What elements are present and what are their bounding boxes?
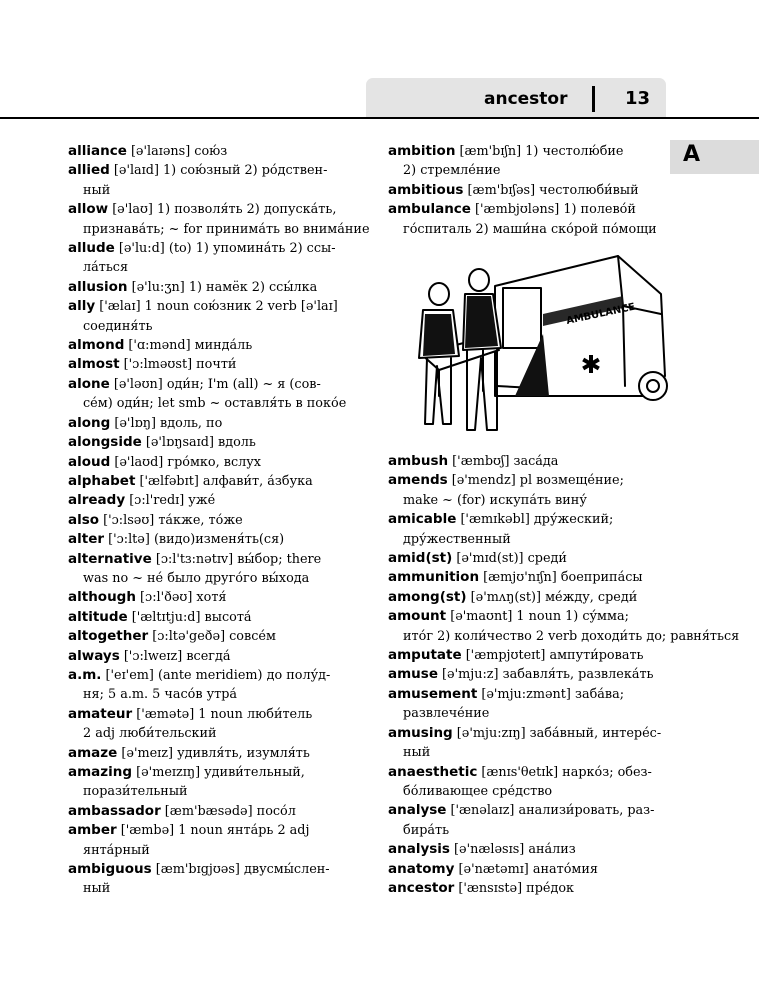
entry-definition: ['ænsɪstə] пре́док bbox=[454, 880, 575, 896]
entry-headword: amusing bbox=[388, 724, 453, 741]
dictionary-entry bbox=[68, 530, 353, 549]
entry-definition: ['ɔ:lsəʊ] та́кже, то́же bbox=[99, 512, 243, 528]
dictionary-entry bbox=[68, 297, 353, 336]
dictionary-entry bbox=[388, 646, 678, 665]
dictionary-entry bbox=[68, 433, 353, 452]
letter-thumb-tab bbox=[670, 140, 759, 174]
entry-headword: amount bbox=[388, 608, 447, 625]
entry-definition: [æm'bæsədə] посо́л bbox=[160, 803, 296, 819]
entry-headword: alliance bbox=[68, 143, 127, 159]
entry-headword: ambiguous bbox=[68, 861, 152, 878]
entry-definition: ['æltɪtju:d] высота́ bbox=[127, 609, 252, 625]
entry-headword: ambition bbox=[388, 143, 456, 159]
entry-definition: [ə'laɪd] 1) сою́зный 2) ро́дствен- bbox=[109, 163, 328, 179]
dictionary-entry bbox=[388, 763, 678, 802]
entry-headword: ammunition bbox=[388, 569, 480, 586]
entry-headword: anaesthetic bbox=[388, 763, 478, 780]
entry-definition-continued: ла́ться bbox=[83, 260, 129, 276]
entry-definition: ['ɑ:mənd] минда́ль bbox=[124, 338, 253, 354]
entry-headword: allusion bbox=[68, 278, 128, 295]
entry-definition: ['eɪ'em] (ante meridiem) до полу́д- bbox=[101, 667, 331, 683]
dictionary-entry bbox=[388, 724, 678, 763]
dictionary-entry bbox=[388, 588, 678, 607]
entry-headword: ally bbox=[68, 298, 96, 315]
entry-definition-continued: признава́ть; ~ for принима́ть во внима́ние bbox=[83, 221, 370, 237]
entry-definition: [ɔ:l'redɪ] уже́ bbox=[125, 493, 216, 509]
entry-definition: [ə'laʊd] гро́мко, вслух bbox=[110, 454, 261, 470]
dictionary-entry bbox=[68, 375, 353, 414]
dictionary-entry bbox=[68, 161, 353, 200]
entry-headword: amid(st) bbox=[388, 550, 453, 567]
right-column-bottom bbox=[388, 452, 740, 898]
entry-definition-continued: was no ~ не́ было друго́го вы́хода bbox=[83, 570, 310, 586]
entry-headword: amusement bbox=[388, 685, 478, 702]
entry-definition-continued: ня; 5 a.m. 5 часо́в утра́ bbox=[83, 687, 238, 703]
dictionary-entry bbox=[68, 453, 353, 472]
entry-definition-continued: го́спиталь 2) маши́на ско́рой по́мощи bbox=[403, 221, 657, 237]
dictionary-entry bbox=[68, 744, 353, 763]
entry-definition: [æm'bɪʃəs] честолюби́вый bbox=[463, 182, 639, 198]
dictionary-entry bbox=[68, 860, 353, 899]
entry-definition: [ə'lu:ʒn] 1) намёк 2) ссы́лка bbox=[127, 279, 318, 295]
entry-definition: [ə'mɪd(st)] среди́ bbox=[452, 551, 567, 567]
entry-definition: ['æmbə] 1 noun янта́рь 2 adj bbox=[116, 823, 310, 839]
entry-headword: altitude bbox=[68, 608, 128, 625]
dictionary-entry bbox=[388, 471, 678, 510]
dictionary-entry bbox=[388, 685, 678, 724]
header-rule bbox=[0, 117, 759, 119]
header-divider bbox=[592, 86, 595, 112]
dictionary-entry bbox=[68, 336, 353, 355]
dictionary-entry bbox=[68, 414, 353, 433]
entry-headword: alternative bbox=[68, 550, 152, 567]
entry-headword: allude bbox=[68, 240, 115, 257]
entry-headword: amends bbox=[388, 472, 448, 489]
dictionary-entry bbox=[388, 510, 678, 549]
entry-definition: [ə'lɒŋsaɪd] вдоль bbox=[141, 435, 256, 451]
entry-headword: although bbox=[68, 589, 136, 606]
dictionary-entry bbox=[388, 860, 678, 879]
ambulance-lettering: AMBULANCE bbox=[565, 301, 637, 327]
entry-definition: ['ɔ:lweɪz] всегда́ bbox=[119, 648, 231, 664]
entry-definition: [ɔ:l'tɜ:nətɪv] вы́бор; there bbox=[151, 551, 322, 567]
entry-headword: amber bbox=[68, 822, 117, 839]
entry-definition-continued: янта́рный bbox=[83, 842, 150, 858]
entry-headword: ambassador bbox=[68, 802, 161, 819]
dictionary-entry bbox=[68, 647, 353, 666]
entry-definition: [ə'meɪzɪŋ] удиви́тельный, bbox=[132, 765, 305, 780]
entry-definition-continued: ный bbox=[83, 182, 111, 198]
entry-definition: [ə'lɒŋ] вдоль, по bbox=[110, 415, 223, 431]
entry-definition-continued: дру́жественный bbox=[403, 531, 511, 547]
entry-definition: [ə'ləʊn] оди́н; I'm (all) ~ я (сов- bbox=[109, 376, 321, 392]
dictionary-entry bbox=[68, 142, 353, 161]
entry-headword: amateur bbox=[68, 705, 133, 722]
dictionary-entry bbox=[388, 142, 678, 181]
dictionary-entry bbox=[68, 550, 353, 589]
ambulance-illustration bbox=[403, 246, 668, 443]
dictionary-entry bbox=[388, 549, 678, 568]
entry-headword: among(st) bbox=[388, 588, 467, 605]
entry-headword: altogether bbox=[68, 628, 149, 645]
entry-definition: ['æmpjʊteɪt] ампути́ровать bbox=[461, 648, 644, 664]
entry-headword: amputate bbox=[388, 647, 462, 664]
entry-headword: aloud bbox=[68, 453, 111, 470]
dictionary-entry bbox=[68, 763, 353, 802]
entry-headword: almond bbox=[68, 337, 125, 354]
entry-definition: ['æmətə] 1 noun люби́тель bbox=[132, 706, 313, 722]
dictionary-entry bbox=[388, 200, 678, 239]
entry-headword: alongside bbox=[68, 434, 142, 451]
letter-tab-label: A bbox=[683, 142, 701, 167]
entry-headword: always bbox=[68, 647, 120, 664]
dictionary-entry bbox=[68, 355, 353, 374]
dictionary-entry bbox=[68, 239, 353, 278]
entry-definition-continued: ито́г 2) коли́чество 2 verb доходи́ть до; равня́ться bbox=[403, 628, 740, 644]
entry-definition-continued: make ~ (for) искупа́ть вину́ bbox=[403, 492, 587, 508]
entry-headword: alone bbox=[68, 375, 110, 392]
entry-definition-continued: бира́ть bbox=[403, 822, 450, 838]
entry-headword: allow bbox=[68, 201, 109, 218]
entry-definition: [æmjʊ'nɪʃn] боеприпа́сы bbox=[479, 570, 643, 586]
entry-definition: ['æmɪkəbl] дру́жеский; bbox=[456, 512, 614, 528]
entry-headword: alphabet bbox=[68, 472, 136, 489]
dictionary-entry bbox=[68, 511, 353, 530]
entry-headword: anatomy bbox=[388, 860, 455, 877]
dictionary-entry bbox=[68, 588, 353, 607]
entry-headword: alter bbox=[68, 531, 105, 548]
entry-definition: ['ɔ:ltə] (видо)изменя́ть(ся) bbox=[104, 532, 285, 548]
entry-definition: [ə'næləsɪs] ана́лиз bbox=[449, 842, 576, 858]
entry-headword: along bbox=[68, 414, 111, 431]
entry-definition: ['ælfəbɪt] алфави́т, а́збука bbox=[135, 473, 313, 489]
entry-headword: analyse bbox=[388, 802, 447, 819]
dictionary-entry bbox=[388, 879, 678, 898]
entry-definition: [ə'laɪəns] сою́з bbox=[126, 144, 228, 159]
entry-definition: ['æmbʊʃ] заса́да bbox=[448, 454, 559, 469]
entry-definition: [ə'meɪz] удивля́ть, изумля́ть bbox=[117, 745, 310, 761]
guide-word: ancestor bbox=[484, 89, 568, 109]
dictionary-entry bbox=[388, 452, 678, 471]
entry-headword: analysis bbox=[388, 841, 450, 858]
entry-definition-continued: порази́тельный bbox=[83, 784, 188, 800]
entry-headword: also bbox=[68, 511, 100, 528]
entry-definition: [ænɪs'θetɪk] нарко́з; обез- bbox=[477, 764, 652, 780]
entry-definition: [ə'mʌŋ(st)] ме́жду, среди́ bbox=[466, 589, 638, 605]
entry-definition-continued: соединя́ть bbox=[83, 318, 153, 334]
entry-definition-continued: се́м) оди́н; let smb ~ оставля́ть в поко́е bbox=[83, 396, 347, 412]
entry-definition: [ɔ:l'ðəʊ] хотя́ bbox=[135, 590, 227, 606]
entry-definition: [æm'bɪʃn] 1) честолю́бие bbox=[455, 144, 624, 159]
dictionary-entry bbox=[68, 200, 370, 239]
dictionary-entry bbox=[68, 666, 353, 705]
dictionary-entry bbox=[68, 627, 353, 646]
entry-definition: [ə'mju:z] забавля́ть, развлека́ть bbox=[437, 667, 654, 683]
entry-definition: [ə'maʊnt] 1 noun 1) су́мма; bbox=[446, 609, 629, 625]
left-column bbox=[68, 142, 370, 899]
dictionary-entry bbox=[388, 607, 740, 646]
entry-definition: [æm'bɪgjʊəs] двусмы́слен- bbox=[151, 862, 330, 878]
entry-headword: amazing bbox=[68, 764, 133, 780]
entry-definition: [ə'mju:zmənt] заба́ва; bbox=[477, 686, 625, 702]
entry-headword: almost bbox=[68, 356, 120, 373]
dictionary-entry bbox=[68, 821, 353, 860]
entry-definition-continued: 2 adj люби́тельский bbox=[83, 726, 217, 742]
entry-definition-continued: развлече́ние bbox=[403, 706, 490, 722]
entry-headword: already bbox=[68, 492, 126, 509]
dictionary-entry bbox=[68, 802, 353, 821]
entry-definition: [ə'mju:zɪŋ] заба́вный, интере́с- bbox=[452, 725, 662, 741]
dictionary-entry bbox=[68, 278, 353, 297]
dictionary-entry bbox=[68, 472, 353, 491]
dictionary-entry bbox=[68, 608, 353, 627]
entry-headword: ambulance bbox=[388, 201, 471, 218]
entry-definition-continued: ный bbox=[403, 745, 431, 761]
entry-headword: ambitious bbox=[388, 181, 464, 198]
entry-headword: amaze bbox=[68, 744, 118, 761]
entry-definition: [ə'lu:d] (to) 1) упомина́ть 2) ссы- bbox=[114, 241, 336, 257]
dictionary-entry bbox=[388, 568, 678, 587]
dictionary-entry bbox=[388, 801, 678, 840]
entry-headword: a.m. bbox=[68, 666, 102, 683]
page-number: 13 bbox=[625, 88, 651, 109]
entry-definition: [ə'nætəmɪ] анато́мия bbox=[454, 861, 598, 877]
entry-headword: ancestor bbox=[388, 879, 455, 896]
entry-definition: ['ælaɪ] 1 noun сою́зник 2 verb [ə'laɪ] bbox=[95, 299, 338, 315]
entry-headword: amicable bbox=[388, 511, 457, 528]
dictionary-entry bbox=[388, 840, 678, 859]
entry-headword: ambush bbox=[388, 453, 449, 469]
entry-definition: [ɔ:ltə'geðə] совсе́м bbox=[148, 629, 276, 645]
dictionary-entry bbox=[68, 491, 353, 510]
entry-definition-continued: бо́ливающее сре́дство bbox=[403, 783, 553, 799]
dictionary-entry bbox=[68, 705, 353, 744]
entry-headword: allied bbox=[68, 162, 110, 179]
entry-definition-continued: ный bbox=[83, 881, 111, 897]
dictionary-entry bbox=[388, 665, 678, 684]
entry-definition: ['ɔ:lməʊst] почти́ bbox=[119, 357, 237, 373]
entry-definition: ['ænəlaɪz] анализи́ровать, раз- bbox=[446, 803, 655, 819]
entry-definition: [ə'mendz] pl возмеще́ние; bbox=[447, 473, 624, 489]
entry-definition: ['æmbjʊləns] 1) полево́й bbox=[470, 202, 636, 218]
entry-definition: [ə'laʊ] 1) позволя́ть 2) допуска́ть, bbox=[108, 202, 337, 218]
entry-headword: amuse bbox=[388, 666, 438, 683]
dictionary-entry bbox=[388, 181, 678, 200]
right-column-top bbox=[388, 142, 678, 239]
entry-definition-continued: 2) стремле́ние bbox=[403, 163, 501, 179]
